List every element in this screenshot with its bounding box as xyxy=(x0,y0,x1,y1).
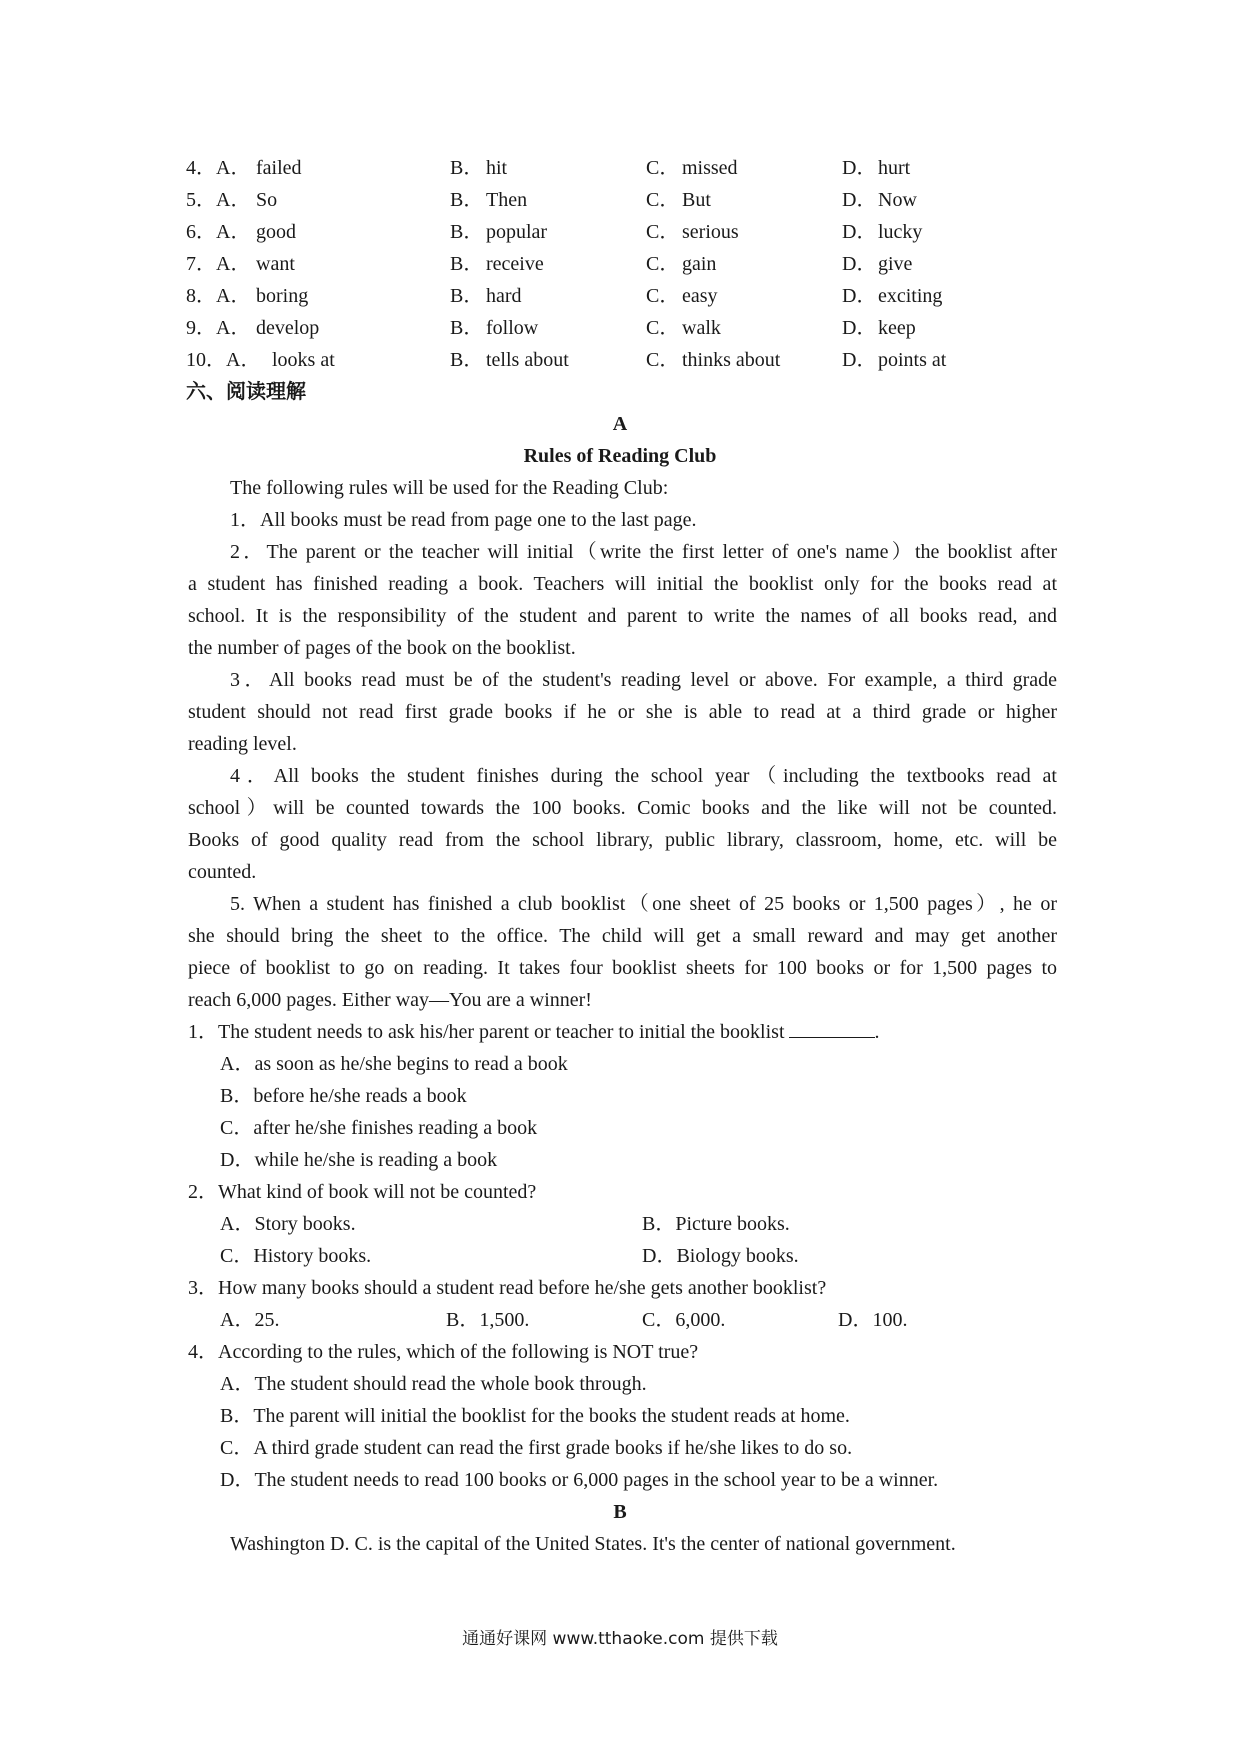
cloze-row xyxy=(0,216,1240,248)
rule-3-line: reading level. xyxy=(188,733,297,755)
cloze-d-label: D． xyxy=(842,221,877,243)
q1-option-c: C．after he/she finishes reading a book xyxy=(220,1117,538,1139)
cloze-num: 8．A． xyxy=(186,285,251,307)
q2-option-a: A．Story books. xyxy=(220,1213,356,1235)
passage-a-title: Rules of Reading Club xyxy=(523,445,717,467)
cloze-b-label: B． xyxy=(450,221,484,243)
cloze-b-label: B． xyxy=(450,349,484,371)
cloze-num: 6．A． xyxy=(186,221,251,243)
cloze-num: 7．A． xyxy=(186,253,251,275)
passage-a-intro: The following rules will be used for the Reading Club: xyxy=(230,477,669,499)
cloze-a: So xyxy=(256,189,278,211)
cloze-row xyxy=(0,280,1240,312)
cloze-c: gain xyxy=(682,253,717,275)
cloze-row xyxy=(0,248,1240,280)
rule-5-line: 5. When a student has finished a club booklist（one sheet of 25 books or 1,500 pages）, he or xyxy=(230,893,1057,915)
rule-3-line: 3．All books read must be of the student's reading level or above. For example, a third grade xyxy=(230,669,1057,691)
answer-blank xyxy=(789,1017,875,1038)
cloze-row xyxy=(0,184,1240,216)
cloze-d: exciting xyxy=(878,285,943,307)
q1-option-b: B．before he/she reads a book xyxy=(220,1085,467,1107)
footer-credit: 通通好课网 www.tthaoke.com 提供下载 xyxy=(462,1629,778,1649)
cloze-b-label: B． xyxy=(450,253,484,275)
rule-4-line: Books of good quality read from the school library, public library, classroom, home, etc. will be xyxy=(188,829,1057,851)
cloze-c: But xyxy=(682,189,711,211)
rule-2-line: the number of pages of the book on the booklist. xyxy=(188,637,576,659)
cloze-b: follow xyxy=(486,317,539,339)
rule-2-line: school. It is the responsibility of the student and parent to write the names of all books read, and xyxy=(188,605,1057,627)
cloze-a: want xyxy=(256,253,295,275)
q4-option-b: B．The parent will initial the booklist for the books the student reads at home. xyxy=(220,1405,850,1427)
cloze-b: Then xyxy=(486,189,528,211)
cloze-b-label: B． xyxy=(450,189,484,211)
cloze-d: give xyxy=(878,253,913,275)
passage-b-letter: B xyxy=(613,1501,627,1523)
cloze-a: develop xyxy=(256,317,320,339)
rule-4-line: school）will be counted towards the 100 books. Comic books and the like will not be counted. xyxy=(188,797,1057,819)
passage-b-line: Washington D. C. is the capital of the United States. It's the center of national government. xyxy=(230,1533,956,1555)
q4-option-c: C．A third grade student can read the first grade books if he/she likes to do so. xyxy=(220,1437,853,1459)
question-1 xyxy=(188,1016,880,1048)
cloze-row xyxy=(0,152,1240,184)
cloze-a: good xyxy=(256,221,296,243)
cloze-b: hit xyxy=(486,157,508,179)
cloze-c: easy xyxy=(682,285,718,307)
cloze-d-label: D． xyxy=(842,285,877,307)
cloze-b: tells about xyxy=(486,349,569,371)
cloze-c-label: C． xyxy=(646,253,680,275)
rule-4-line: 4．All books the student finishes during the school year（including the textbooks read at xyxy=(230,765,1057,787)
rule-5-line: reach 6,000 pages. Either way—You are a winner! xyxy=(188,989,592,1011)
q3-option-d: D．100. xyxy=(838,1309,908,1331)
question-3: 3．How many books should a student read before he/she gets another booklist? xyxy=(188,1277,827,1299)
rule-5-line: she should bring the sheet to the office. The child will get a small reward and may get another xyxy=(188,925,1057,947)
rule-4-line: counted. xyxy=(188,861,257,883)
rule-5-line: piece of booklist to go on reading. It takes four booklist sheets for 100 books or for 1,500 pages to xyxy=(188,957,1057,979)
cloze-c-label: C． xyxy=(646,285,680,307)
cloze-d: hurt xyxy=(878,157,911,179)
rule-2-line: a student has finished reading a book. Teachers will initial the booklist only for the books read at xyxy=(188,573,1057,595)
cloze-d-label: D． xyxy=(842,253,877,275)
cloze-d: points at xyxy=(878,349,947,371)
q3-option-b: B．1,500. xyxy=(446,1309,530,1331)
cloze-d: Now xyxy=(878,189,917,211)
cloze-d: lucky xyxy=(878,221,923,243)
cloze-num: 10．A． xyxy=(186,349,261,371)
question-1-end: . xyxy=(874,1021,880,1043)
q2-option-b: B．Picture books. xyxy=(642,1213,790,1235)
q1-option-a: A．as soon as he/she begins to read a book xyxy=(220,1053,568,1075)
cloze-c: serious xyxy=(682,221,739,243)
q4-option-d: D．The student needs to read 100 books or 6,000 pages in the school year to be a winner. xyxy=(220,1469,939,1491)
q2-option-d: D．Biology books. xyxy=(642,1245,799,1267)
cloze-d: keep xyxy=(878,317,916,339)
cloze-a: failed xyxy=(256,157,302,179)
cloze-row xyxy=(0,344,1240,376)
section-heading: 六、阅读理解 xyxy=(186,379,306,403)
cloze-c-label: C． xyxy=(646,157,680,179)
cloze-c-label: C． xyxy=(646,349,680,371)
cloze-b: hard xyxy=(486,285,522,307)
q3-option-c: C．6,000. xyxy=(642,1309,726,1331)
cloze-b-label: B． xyxy=(450,317,484,339)
cloze-num: 4．A． xyxy=(186,157,251,179)
cloze-c-label: C． xyxy=(646,221,680,243)
cloze-num: 5．A． xyxy=(186,189,251,211)
cloze-c-label: C． xyxy=(646,189,680,211)
question-2: 2．What kind of book will not be counted? xyxy=(188,1181,537,1203)
cloze-d-label: D． xyxy=(842,189,877,211)
cloze-d-label: D． xyxy=(842,349,877,371)
q3-option-a: A．25. xyxy=(220,1309,280,1331)
cloze-b: popular xyxy=(486,221,548,243)
cloze-c-label: C． xyxy=(646,317,680,339)
rule-2-line: 2．The parent or the teacher will initial（write the first letter of one's name）the booklist after xyxy=(230,541,1057,563)
cloze-c: thinks about xyxy=(682,349,781,371)
cloze-row xyxy=(0,312,1240,344)
cloze-c: missed xyxy=(682,157,738,179)
cloze-d-label: D． xyxy=(842,157,877,179)
cloze-a: boring xyxy=(256,285,309,307)
q1-option-d: D．while he/she is reading a book xyxy=(220,1149,498,1171)
q4-option-a: A．The student should read the whole book through. xyxy=(220,1373,647,1395)
question-4: 4．According to the rules, which of the following is NOT true? xyxy=(188,1341,699,1363)
cloze-b: receive xyxy=(486,253,544,275)
rule-1: 1．All books must be read from page one to the last page. xyxy=(230,509,697,531)
cloze-c: walk xyxy=(682,317,721,339)
cloze-b-label: B． xyxy=(450,157,484,179)
cloze-a: looks at xyxy=(272,349,335,371)
passage-a-letter: A xyxy=(612,413,628,435)
rule-3-line: student should not read first grade books if he or she is able to read at a third grade or higher xyxy=(188,701,1057,723)
cloze-d-label: D． xyxy=(842,317,877,339)
q2-option-c: C．History books. xyxy=(220,1245,372,1267)
cloze-num: 9．A． xyxy=(186,317,251,339)
cloze-b-label: B． xyxy=(450,285,484,307)
question-1-text: 1．The student needs to ask his/her parent or teacher to initial the booklist xyxy=(188,1021,785,1043)
